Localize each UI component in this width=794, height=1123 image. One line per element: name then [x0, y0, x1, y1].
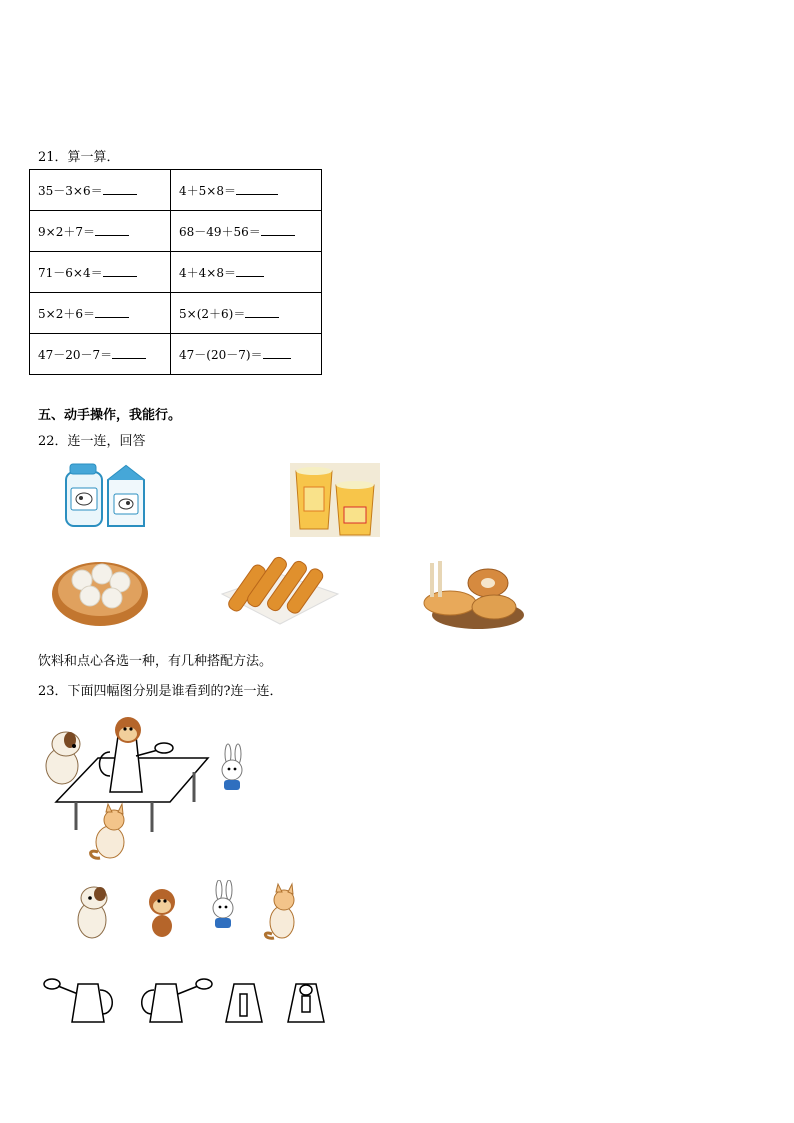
- calc-cell: 4＋4×8＝: [171, 252, 322, 293]
- table-row: [30, 293, 322, 334]
- milk-cartons-picture: [64, 462, 148, 530]
- calc-cell: 4＋5×8＝: [171, 170, 322, 211]
- calc-cell: 71－6×4＝: [30, 252, 171, 293]
- calc-cell: 5×(2＋6)＝: [171, 293, 322, 334]
- rabbit-icon: [222, 744, 242, 790]
- answer-blank[interactable]: [103, 264, 137, 277]
- monkey-icon: [149, 889, 175, 937]
- calc-table: [29, 169, 322, 375]
- kettle-view-1: [44, 979, 112, 1022]
- answer-blank[interactable]: [112, 346, 146, 359]
- steamed-buns-picture: [50, 550, 150, 628]
- calc-cell: 68－49＋56＝: [171, 211, 322, 252]
- answer-blank[interactable]: [95, 305, 129, 318]
- cat-icon: [91, 804, 124, 858]
- table-row: [30, 170, 322, 211]
- table-row: [30, 211, 322, 252]
- q22-title: 22．连一连，回答: [38, 434, 146, 449]
- cat-icon: [265, 884, 294, 938]
- calc-cell: 9×2＋7＝: [30, 211, 171, 252]
- calc-cell: 5×2＋6＝: [30, 293, 171, 334]
- kettle-view-4: [288, 984, 324, 1022]
- monkey-icon: [115, 717, 141, 743]
- table-row: [30, 252, 322, 293]
- table-row: [30, 334, 322, 375]
- answer-blank[interactable]: [236, 264, 264, 277]
- dog-icon: [46, 732, 80, 784]
- kettle-view-2: [142, 979, 212, 1022]
- dog-icon: [78, 887, 107, 938]
- answer-blank[interactable]: [103, 182, 137, 195]
- answer-blank[interactable]: [236, 182, 278, 195]
- answer-blank[interactable]: [245, 305, 279, 318]
- calc-cell: 47－(20－7)＝: [171, 334, 322, 375]
- table-scene-picture: [40, 716, 260, 866]
- answer-blank[interactable]: [95, 223, 129, 236]
- kettle-view-3: [226, 984, 262, 1022]
- q23-title: 23．下面四幅图分别是谁看到的?连一连．: [38, 684, 283, 699]
- q22-question: 饮料和点心各选一种，有几种搭配方法。: [38, 654, 273, 669]
- section-title: 五、动手操作，我能行。: [38, 408, 182, 423]
- calc-cell: 35－3×6＝: [30, 170, 171, 211]
- q21-title: 21．算一算．: [38, 150, 120, 165]
- kettle-views-picture: [40, 976, 330, 1026]
- bread-basket-picture: [418, 559, 524, 629]
- answer-blank[interactable]: [261, 223, 295, 236]
- calc-cell: 47－20－7＝: [30, 334, 171, 375]
- answer-blank[interactable]: [263, 346, 291, 359]
- rabbit-icon: [213, 880, 233, 928]
- drink-cups-picture: [290, 463, 380, 537]
- fried-dough-picture: [220, 544, 340, 630]
- animals-row-picture: [70, 880, 310, 942]
